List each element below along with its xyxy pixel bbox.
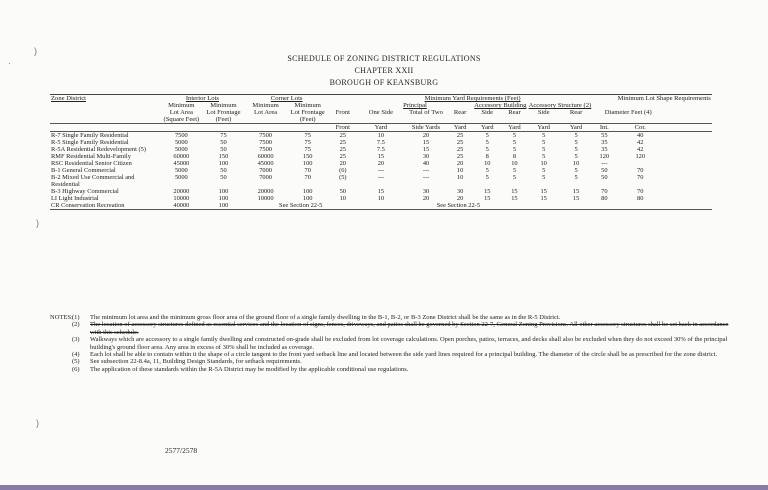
accessory-structure-header: Accessory Structure (2)	[528, 102, 592, 109]
zone-rows	[50, 132, 712, 203]
table-row	[50, 153, 712, 160]
table-cell: 42	[637, 139, 644, 146]
scan-mark: )	[34, 46, 37, 56]
table-cell: 75	[304, 139, 311, 146]
table-cell: 50	[220, 174, 227, 181]
table-cell: 25	[456, 153, 464, 160]
col-lot-frontage: Lot Frontage (Feet)	[202, 109, 244, 124]
zone-name: R-5 Single Family Residential	[51, 139, 129, 146]
table-cell: 10	[456, 167, 464, 174]
table-cell: 30	[422, 153, 430, 160]
table-cell: 5	[542, 174, 546, 181]
table-cell: 25	[339, 132, 346, 139]
table-cell: 10	[540, 160, 547, 167]
interior-lots-header: Interior Lots	[160, 95, 244, 103]
table-cell: 15	[540, 188, 547, 195]
col-side: Side	[527, 109, 559, 124]
col-side: Side	[473, 109, 501, 124]
table-cell: 15	[572, 195, 580, 202]
accessory-building-header: Accessory Building	[474, 102, 527, 109]
table-cell: 50	[220, 146, 227, 153]
table-cell: 55	[601, 132, 608, 139]
table-cell: 100	[302, 160, 313, 167]
col-minimum: Minimum	[294, 102, 321, 109]
notes-label	[50, 336, 72, 351]
table-cell: 120	[599, 153, 610, 160]
col-corner-lot-frontage: Lot Frontage (Feet)	[287, 109, 329, 124]
table-cell: (5)	[339, 174, 347, 181]
table-cell: 70	[601, 188, 608, 195]
table-cell: 70	[304, 174, 311, 181]
table-cell: 35	[601, 139, 608, 146]
table-cell: 70	[637, 188, 644, 195]
zone-name: B-3 Highway Commercial	[51, 188, 119, 195]
table-cell: 75	[304, 132, 311, 139]
table-row	[50, 195, 712, 202]
col-yard: Yard	[447, 124, 473, 132]
lot-area-cell: 40000	[160, 202, 202, 210]
scan-border	[0, 485, 768, 490]
table-cell: 60000	[257, 153, 274, 160]
table-cell: 40	[637, 132, 644, 139]
table-cell: 50	[220, 167, 227, 174]
table-cell: 7000	[259, 167, 272, 174]
zone-name: R-5A Residential Redevelopment (5)	[51, 146, 146, 153]
table-cell: 20	[377, 160, 385, 167]
table-cell: 100	[302, 195, 313, 202]
table-cell: 5000	[174, 146, 188, 153]
col-yard: Yard	[501, 124, 527, 132]
zone-name: B-2 Mixed Use Commercial and Residential	[51, 174, 135, 188]
table-cell: 35	[601, 146, 608, 153]
table-cell: 10	[377, 132, 385, 139]
table-cell: 45000	[257, 160, 274, 167]
col-front: Front	[329, 124, 357, 132]
table-cell: 100	[218, 188, 229, 195]
table-cell: 25	[339, 153, 346, 160]
table-cell	[616, 160, 664, 167]
table-cell: 20	[339, 160, 346, 167]
note-text: The minimum lot area and the minimum gross floor area of the ground floor of a single family dwelling in the B-1, B-2, or B-3 Zone District shall be the same as in the R-5 District.	[90, 314, 561, 321]
chapter-heading: CHAPTER XXII	[354, 66, 414, 75]
table-cell: 5	[512, 174, 517, 181]
table-cell: 7.5	[376, 146, 385, 153]
col-yard: Yard	[473, 124, 501, 132]
see-section-note: See Section 22-5	[357, 202, 560, 210]
table-cell: ---	[377, 174, 385, 181]
table-cell: 5000	[174, 167, 188, 174]
table-cell: 5000	[174, 174, 188, 181]
col-yard: Yard	[560, 124, 592, 132]
principal-header: Principal	[403, 102, 427, 109]
col-rear: Rear	[447, 109, 473, 124]
col-cor: Cor.	[616, 124, 664, 132]
table-cell: (6)	[339, 167, 347, 174]
notes-label	[50, 358, 72, 365]
scan-mark: )	[36, 418, 39, 428]
table-cell: 7000	[259, 174, 272, 181]
col-front: Front	[329, 109, 357, 124]
col-total-two: Total of Two	[405, 109, 447, 124]
table-cell: 10000	[257, 195, 274, 202]
notes-label	[50, 351, 72, 358]
note-number: (1)	[72, 314, 80, 321]
table-cell: 10000	[173, 195, 190, 202]
table-cell: 15	[511, 195, 518, 202]
table-cell: 7500	[259, 139, 272, 146]
lot-frontage-cell: 100	[202, 202, 244, 210]
table-cell: 30	[422, 188, 430, 195]
table-cell: ---	[422, 167, 430, 174]
note-number: (4)	[72, 351, 80, 359]
note-text: Each lot shall be able to contain within it the shape of a circle tangent to the front yard setback line and located between the side yard lines required for a principal building. The diameter of the circle shall be as prescribed for the zone district.	[90, 351, 718, 359]
table-cell: 5000	[174, 139, 188, 146]
table-cell: 5	[542, 139, 546, 146]
col-yard: Yard	[527, 124, 559, 132]
table-row	[50, 174, 712, 188]
note-number: (6)	[72, 365, 80, 373]
table-cell: 70	[637, 174, 644, 181]
page-number: 2577/2578	[165, 446, 198, 455]
table-cell: 15	[377, 188, 385, 195]
table-cell: 5	[574, 132, 578, 139]
table-cell: 15	[511, 188, 518, 195]
table-cell: 15	[484, 195, 491, 202]
note-item	[50, 358, 730, 365]
col-minimum: Minimum	[168, 102, 195, 109]
table-row	[50, 160, 712, 167]
table-cell: 75	[304, 146, 311, 153]
table-cell: 5	[542, 146, 546, 153]
table-cell: 7500	[259, 146, 272, 153]
table-cell: 5	[574, 153, 578, 160]
table-cell: 15	[422, 139, 430, 146]
table-cell: 5	[574, 167, 578, 174]
notes-label	[50, 366, 72, 373]
table-cell: 5	[485, 139, 489, 146]
note-item	[50, 366, 730, 373]
table-cell: 5	[574, 146, 578, 153]
scan-mark: ·	[8, 58, 11, 68]
table-cell: 5	[574, 139, 578, 146]
zone-name: RMF Residential Multi-Family	[51, 153, 131, 160]
table-cell: 15	[377, 153, 385, 160]
borough-heading: BOROUGH OF KEANSBURG	[329, 78, 439, 87]
see-section-note: See Section 22-5	[245, 202, 357, 210]
table-cell: 80	[637, 195, 644, 202]
table-cell: ---	[377, 167, 385, 174]
note-text: The application of these standards within the R-5A District may be modified by the applicable conditional use regulations.	[90, 365, 409, 373]
table-cell: 15	[540, 195, 547, 202]
table-cell: 120	[635, 153, 646, 160]
table-row	[50, 139, 712, 146]
table-cell: 5	[512, 132, 517, 139]
table-cell: 20000	[257, 188, 274, 195]
table-cell: 20000	[173, 188, 190, 195]
table-cell: 100	[218, 195, 229, 202]
table-cell: 40	[422, 160, 430, 167]
col-minimum: Minimum	[252, 102, 279, 109]
table-cell: 5	[512, 167, 517, 174]
note-number: (2)	[72, 321, 80, 329]
table-cell: 100	[302, 188, 313, 195]
zone-name: CR Conservation Recreation	[50, 202, 160, 210]
col-lot-area: Lot Area (Square Feet)	[160, 109, 202, 124]
note-number: (5)	[72, 358, 80, 366]
table-cell: 7.5	[376, 139, 385, 146]
zone-district-header: Zone District	[50, 95, 160, 103]
min-yard-header: Minimum Yard Requirements (Feet)	[329, 95, 617, 103]
table-cell: 5	[485, 167, 489, 174]
note-item	[50, 321, 730, 336]
zone-name: LI Light Industrial	[51, 195, 99, 202]
table-cell: 45000	[173, 160, 190, 167]
schedule-title: SCHEDULE OF ZONING DISTRICT REGULATIONS	[287, 54, 481, 63]
col-rear: Rear	[560, 109, 592, 124]
table-row	[50, 146, 712, 153]
table-cell: 25	[339, 146, 346, 153]
table-row	[50, 167, 712, 174]
table-cell: 25	[456, 132, 464, 139]
table-cell: 7500	[259, 132, 272, 139]
table-cell: 100	[218, 160, 229, 167]
table-cell: 25	[456, 139, 464, 146]
table-cell: 15	[572, 188, 580, 195]
table-cell: 5	[542, 153, 546, 160]
table-cell: 10	[572, 160, 580, 167]
table-cell: 5	[542, 167, 546, 174]
zone-name: B-1 General Commercial	[51, 167, 116, 174]
col-rear: Rear	[501, 109, 527, 124]
table-cell: 50	[601, 174, 608, 181]
table-cell: 30	[456, 188, 464, 195]
note-text: See subsection 22-8.4a, 11, Building Design Standards, for setback requirements.	[90, 358, 302, 366]
table-cell: 15	[422, 146, 430, 153]
table-row	[50, 202, 712, 210]
note-item	[50, 314, 730, 321]
table-cell: 5	[512, 139, 517, 146]
notes-label	[50, 321, 72, 336]
table-cell: 50	[220, 139, 227, 146]
table-cell: 5	[485, 174, 489, 181]
table-cell: 50	[601, 167, 608, 174]
col-yard: Yard	[357, 124, 405, 132]
col-diameter: Diameter Feet (4)	[592, 109, 664, 124]
table-cell: 7500	[174, 132, 188, 139]
table-cell: 5	[512, 146, 517, 153]
col-minimum: Minimum	[210, 102, 237, 109]
min-lot-shape-header: Minimum Lot Shape Requirements	[617, 95, 711, 102]
notes-label: NOTES:	[50, 314, 73, 321]
table-cell: 10	[377, 195, 385, 202]
corner-lots-header: Corner Lots	[245, 95, 329, 103]
col-corner-lot-area: Lot Area	[245, 109, 287, 124]
scan-mark: )	[36, 218, 39, 228]
table-cell: 10	[511, 160, 518, 167]
zone-name: RSC Residential Senior Citizen	[51, 160, 132, 167]
note-number: (3)	[72, 336, 80, 344]
table-cell: 25	[339, 139, 346, 146]
table-cell: 10	[484, 160, 491, 167]
table-cell: 10	[456, 174, 464, 181]
table-cell: 42	[637, 146, 644, 153]
table-cell: 20	[456, 160, 464, 167]
table-cell: 60000	[173, 153, 190, 160]
table-cell: 80	[601, 195, 608, 202]
zoning-schedule-table	[50, 94, 712, 210]
table-cell: 15	[484, 188, 491, 195]
table-cell: 70	[304, 167, 311, 174]
note-item	[50, 336, 730, 351]
table-cell: 5	[485, 146, 489, 153]
col-int: Int.	[592, 124, 616, 132]
table-cell: 8	[485, 153, 489, 160]
note-item	[50, 351, 730, 358]
table-cell: 20	[422, 132, 430, 139]
table-cell: 50	[339, 188, 346, 195]
table-row	[50, 132, 712, 140]
table-cell: ---	[422, 174, 430, 181]
col-one-side: One Side	[357, 109, 405, 124]
note-text: Walkways which are accessory to a single family dwelling and constructed on-grade shall be excluded from lot coverage calculations. Open porches, patios, terraces, and decks shall also be excluded when they do not exceed 30% of the principal building's ground floor area. Any area in excess of 30% shall be included as coverage.	[90, 336, 728, 351]
table-cell: 70	[637, 167, 644, 174]
zone-name: R-7 Single Family Residential	[51, 132, 129, 139]
table-cell: ---	[601, 160, 608, 167]
col-side-yards: Side Yards	[405, 124, 447, 132]
table-cell: 5	[542, 132, 546, 139]
notes-section	[50, 314, 730, 373]
table-cell: 150	[302, 153, 313, 160]
note-text: The location of accessory structures defined as essential services and the location of signs, fences, driveways, and patios shall be governed by Section 22-7, General Zoning Provisions. All other accessory structures shall be set back in accordance with this schedule.	[90, 321, 729, 336]
table-cell: 8	[512, 153, 517, 160]
table-cell: 5	[574, 174, 578, 181]
table-row	[50, 188, 712, 195]
table-cell: 20	[456, 195, 464, 202]
table-cell: 75	[220, 132, 227, 139]
table-cell: 25	[456, 146, 464, 153]
table-cell: 20	[422, 195, 430, 202]
table-cell: 10	[339, 195, 346, 202]
notes-list	[50, 314, 730, 373]
table-cell: 150	[218, 153, 229, 160]
table-cell: 5	[485, 132, 489, 139]
